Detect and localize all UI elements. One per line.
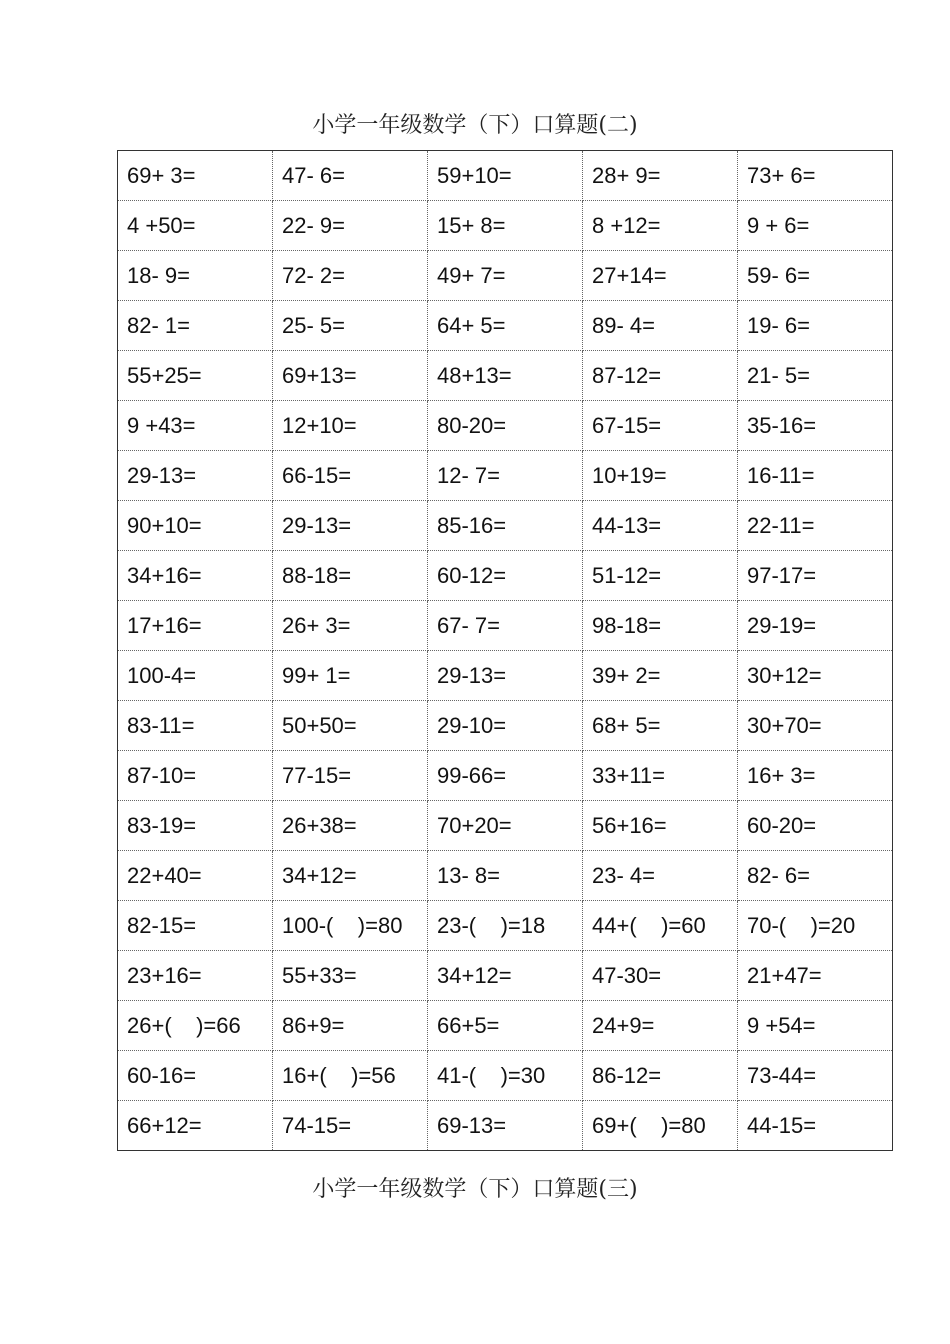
problem-cell: 69-13=: [428, 1101, 583, 1151]
problem-cell: 15+ 8=: [428, 201, 583, 251]
problem-cell: 23- 4=: [583, 851, 738, 901]
problem-cell: 50+50=: [273, 701, 428, 751]
problem-cell: 28+ 9=: [583, 151, 738, 201]
table-row: [118, 751, 893, 801]
problem-cell: 29-19=: [738, 601, 893, 651]
problem-cell: 47-30=: [583, 951, 738, 1001]
problem-cell: 66-15=: [273, 451, 428, 501]
problem-cell: 16+( )=56: [273, 1051, 428, 1101]
problem-cell: 77-15=: [273, 751, 428, 801]
problem-cell: 83-11=: [118, 701, 273, 751]
problem-cell: 9 + 6=: [738, 201, 893, 251]
problem-cell: 22-11=: [738, 501, 893, 551]
problem-cell: 29-13=: [118, 451, 273, 501]
problem-cell: 19- 6=: [738, 301, 893, 351]
table-row: [118, 351, 893, 401]
problem-cell: 22- 9=: [273, 201, 428, 251]
table-row: [118, 1101, 893, 1151]
problem-cell: 89- 4=: [583, 301, 738, 351]
table-row: [118, 951, 893, 1001]
problem-cell: 26+( )=66: [118, 1001, 273, 1051]
problem-cell: 59- 6=: [738, 251, 893, 301]
problem-cell: 67-15=: [583, 401, 738, 451]
problem-cell: 66+12=: [118, 1101, 273, 1151]
problem-cell: 82- 6=: [738, 851, 893, 901]
table-row: [118, 201, 893, 251]
problem-cell: 82- 1=: [118, 301, 273, 351]
problem-cell: 23-( )=18: [428, 901, 583, 951]
table-row: [118, 801, 893, 851]
table-row: [118, 151, 893, 201]
problem-cell: 60-12=: [428, 551, 583, 601]
problem-cell: 34+12=: [273, 851, 428, 901]
problem-cell: 39+ 2=: [583, 651, 738, 701]
problem-cell: 12- 7=: [428, 451, 583, 501]
table-row: [118, 1051, 893, 1101]
problem-cell: 21- 5=: [738, 351, 893, 401]
problem-cell: 82-15=: [118, 901, 273, 951]
problem-cell: 87-10=: [118, 751, 273, 801]
next-worksheet-title: 小学一年级数学（下）口算题(三): [312, 1177, 638, 1202]
problem-cell: 100-4=: [118, 651, 273, 701]
problem-cell: 34+12=: [428, 951, 583, 1001]
table-row: [118, 401, 893, 451]
problem-cell: 26+38=: [273, 801, 428, 851]
problem-cell: 97-17=: [738, 551, 893, 601]
problem-cell: 80-20=: [428, 401, 583, 451]
problem-cell: 87-12=: [583, 351, 738, 401]
problem-cell: 9 +54=: [738, 1001, 893, 1051]
problem-cell: 22+40=: [118, 851, 273, 901]
table-row: [118, 251, 893, 301]
problem-cell: 30+70=: [738, 701, 893, 751]
problem-cell: 27+14=: [583, 251, 738, 301]
arithmetic-table: [117, 150, 893, 1151]
problem-cell: 13- 8=: [428, 851, 583, 901]
problem-cell: 99+ 1=: [273, 651, 428, 701]
problem-cell: 23+16=: [118, 951, 273, 1001]
problem-cell: 17+16=: [118, 601, 273, 651]
problem-cell: 24+9=: [583, 1001, 738, 1051]
problem-cell: 85-16=: [428, 501, 583, 551]
problem-cell: 55+33=: [273, 951, 428, 1001]
problem-cell: 60-16=: [118, 1051, 273, 1101]
problem-cell: 35-16=: [738, 401, 893, 451]
problem-cell: 99-66=: [428, 751, 583, 801]
problem-cell: 48+13=: [428, 351, 583, 401]
problem-cell: 44-15=: [738, 1101, 893, 1151]
problem-cell: 69+ 3=: [118, 151, 273, 201]
problem-cell: 69+13=: [273, 351, 428, 401]
problem-cell: 90+10=: [118, 501, 273, 551]
problem-cell: 47- 6=: [273, 151, 428, 201]
worksheet-title: 小学一年级数学（下）口算题(二): [312, 113, 638, 138]
problem-cell: 98-18=: [583, 601, 738, 651]
problem-cell: 69+( )=80: [583, 1101, 738, 1151]
problem-cell: 26+ 3=: [273, 601, 428, 651]
problem-cell: 86-12=: [583, 1051, 738, 1101]
problem-cell: 68+ 5=: [583, 701, 738, 751]
table-row: [118, 501, 893, 551]
problem-cell: 64+ 5=: [428, 301, 583, 351]
problem-cell: 10+19=: [583, 451, 738, 501]
problem-cell: 44+( )=60: [583, 901, 738, 951]
problem-cell: 29-10=: [428, 701, 583, 751]
table-row: [118, 901, 893, 951]
problem-cell: 73+ 6=: [738, 151, 893, 201]
problem-cell: 88-18=: [273, 551, 428, 601]
problem-cell: 44-13=: [583, 501, 738, 551]
problem-cell: 33+11=: [583, 751, 738, 801]
problem-cell: 25- 5=: [273, 301, 428, 351]
problem-cell: 100-( )=80: [273, 901, 428, 951]
problem-cell: 16+ 3=: [738, 751, 893, 801]
problem-cell: 34+16=: [118, 551, 273, 601]
problem-cell: 16-11=: [738, 451, 893, 501]
table-row: [118, 651, 893, 701]
problem-cell: 41-( )=30: [428, 1051, 583, 1101]
problem-cell: 70+20=: [428, 801, 583, 851]
table-row: [118, 551, 893, 601]
problem-cell: 29-13=: [428, 651, 583, 701]
problem-cell: 12+10=: [273, 401, 428, 451]
problem-cell: 66+5=: [428, 1001, 583, 1051]
table-row: [118, 701, 893, 751]
problem-cell: 29-13=: [273, 501, 428, 551]
problem-cell: 51-12=: [583, 551, 738, 601]
problem-cell: 67- 7=: [428, 601, 583, 651]
problem-cell: 83-19=: [118, 801, 273, 851]
problem-cell: 56+16=: [583, 801, 738, 851]
table-row: [118, 1001, 893, 1051]
problem-cell: 4 +50=: [118, 201, 273, 251]
problem-cell: 21+47=: [738, 951, 893, 1001]
table-row: [118, 851, 893, 901]
problem-cell: 74-15=: [273, 1101, 428, 1151]
problem-cell: 73-44=: [738, 1051, 893, 1101]
problem-cell: 8 +12=: [583, 201, 738, 251]
problem-cell: 30+12=: [738, 651, 893, 701]
problem-cell: 86+9=: [273, 1001, 428, 1051]
table-row: [118, 451, 893, 501]
problem-cell: 72- 2=: [273, 251, 428, 301]
problem-cell: 18- 9=: [118, 251, 273, 301]
problem-cell: 55+25=: [118, 351, 273, 401]
problem-cell: 59+10=: [428, 151, 583, 201]
problem-cell: 49+ 7=: [428, 251, 583, 301]
problem-cell: 70-( )=20: [738, 901, 893, 951]
problem-cell: 9 +43=: [118, 401, 273, 451]
table-row: [118, 601, 893, 651]
table-row: [118, 301, 893, 351]
problem-cell: 60-20=: [738, 801, 893, 851]
